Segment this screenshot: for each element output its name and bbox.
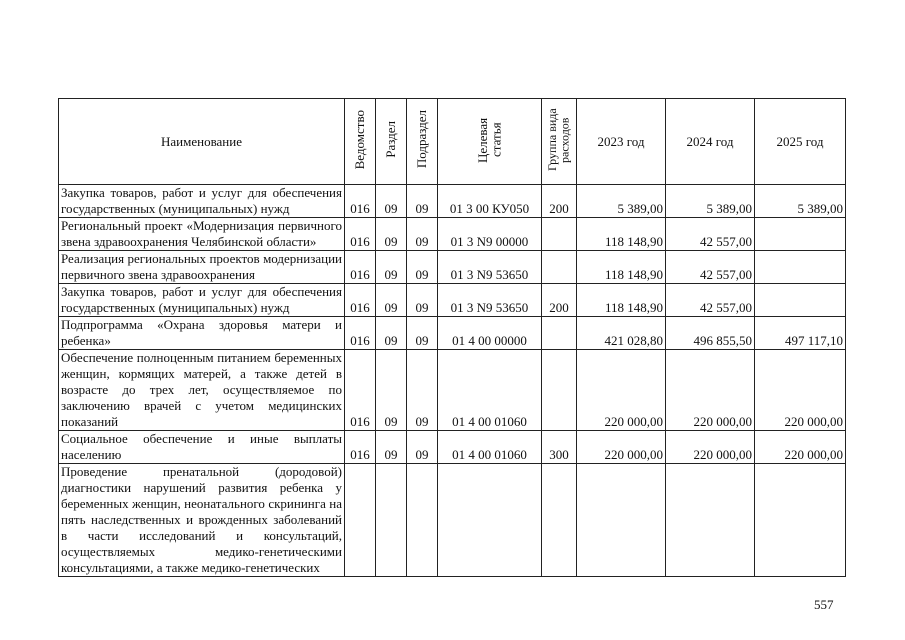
header-celevaya: Целевая статья: [438, 99, 542, 185]
cell-podrazdel: 09: [407, 185, 438, 218]
cell-gruppa: 200: [542, 284, 577, 317]
cell-podrazdel: 09: [407, 251, 438, 284]
cell-razdel: 09: [376, 317, 407, 350]
table-row: [59, 251, 846, 284]
cell-celevaya: [438, 464, 542, 577]
cell-2024: [666, 464, 755, 577]
cell-2025: 220 000,00: [755, 350, 846, 431]
cell-celevaya: 01 3 N9 53650: [438, 251, 542, 284]
cell-2023: 421 028,80: [577, 317, 666, 350]
row-name: Закупка товаров, работ и услуг для обеспечения государственных (муниципальных) нужд: [59, 284, 345, 317]
cell-2024: 220 000,00: [666, 350, 755, 431]
row-name: Региональный проект «Модернизация первичного звена здравоохранения Челябинской области»: [59, 218, 345, 251]
row-name: Закупка товаров, работ и услуг для обеспечения государственных (муниципальных) нужд: [59, 185, 345, 218]
cell-podrazdel: [407, 464, 438, 577]
cell-vedomstvo: 016: [345, 317, 376, 350]
header-podrazdel: Подраздел: [407, 99, 438, 185]
cell-podrazdel: 09: [407, 431, 438, 464]
table-row: [59, 218, 846, 251]
cell-razdel: 09: [376, 431, 407, 464]
cell-2023: 220 000,00: [577, 350, 666, 431]
cell-celevaya: 01 4 00 01060: [438, 350, 542, 431]
row-name: Проведение пренатальной (дородовой) диагностики нарушений развития ребенка у беременных женщин, неонатального скрининга на пять наследственных и врожденных заболеваний в части исследований и консультаций, осуществляемых медико-генетическими консультациями, а также медико-генетических: [59, 464, 345, 577]
cell-celevaya: 01 3 N9 00000: [438, 218, 542, 251]
page-number: 557: [814, 597, 834, 612]
cell-2025: [755, 251, 846, 284]
header-gruppa: Группа вида расходов: [542, 99, 577, 185]
row-name: Реализация региональных проектов модернизации первичного звена здравоохранения: [59, 251, 345, 284]
cell-vedomstvo: 016: [345, 218, 376, 251]
table-row: [59, 464, 846, 577]
cell-2024: 496 855,50: [666, 317, 755, 350]
table-row: [59, 431, 846, 464]
cell-razdel: 09: [376, 251, 407, 284]
cell-celevaya: 01 4 00 01060: [438, 431, 542, 464]
budget-table: [58, 98, 846, 577]
cell-2023: 5 389,00: [577, 185, 666, 218]
row-name: Социальное обеспечение и иные выплаты населению: [59, 431, 345, 464]
cell-2025: 5 389,00: [755, 185, 846, 218]
cell-2024: 5 389,00: [666, 185, 755, 218]
header-2023: 2023 год: [577, 99, 666, 185]
table-row: [59, 317, 846, 350]
cell-2025: 220 000,00: [755, 431, 846, 464]
table-header-row: [59, 99, 846, 185]
cell-2024: 42 557,00: [666, 251, 755, 284]
cell-gruppa: [542, 218, 577, 251]
cell-gruppa: [542, 317, 577, 350]
cell-gruppa: 300: [542, 431, 577, 464]
cell-razdel: 09: [376, 350, 407, 431]
cell-2023: 220 000,00: [577, 431, 666, 464]
cell-razdel: [376, 464, 407, 577]
header-razdel: Раздел: [376, 99, 407, 185]
cell-vedomstvo: 016: [345, 185, 376, 218]
table-row: [59, 284, 846, 317]
cell-vedomstvo: 016: [345, 350, 376, 431]
header-name: Наименование: [59, 99, 345, 185]
header-2024: 2024 год: [666, 99, 755, 185]
cell-podrazdel: 09: [407, 218, 438, 251]
cell-razdel: 09: [376, 218, 407, 251]
cell-celevaya: 01 4 00 00000: [438, 317, 542, 350]
cell-2023: 118 148,90: [577, 251, 666, 284]
cell-vedomstvo: 016: [345, 431, 376, 464]
cell-2025: 497 117,10: [755, 317, 846, 350]
cell-2023: 118 148,90: [577, 284, 666, 317]
cell-razdel: 09: [376, 185, 407, 218]
cell-gruppa: [542, 350, 577, 431]
cell-vedomstvo: 016: [345, 251, 376, 284]
cell-2024: 42 557,00: [666, 284, 755, 317]
cell-podrazdel: 09: [407, 350, 438, 431]
cell-razdel: 09: [376, 284, 407, 317]
cell-gruppa: 200: [542, 185, 577, 218]
row-name: Обеспечение полноценным питанием беременных женщин, кормящих матерей, а также детей в возрасте до трех лет, осуществляемое по заключению врачей с учетом медицинских показаний: [59, 350, 345, 431]
cell-2025: [755, 218, 846, 251]
cell-2025: [755, 284, 846, 317]
cell-gruppa: [542, 464, 577, 577]
cell-celevaya: 01 3 N9 53650: [438, 284, 542, 317]
cell-2023: [577, 464, 666, 577]
table-row: [59, 350, 846, 431]
table-row: [59, 185, 846, 218]
header-2025: 2025 год: [755, 99, 846, 185]
cell-2024: 42 557,00: [666, 218, 755, 251]
cell-podrazdel: 09: [407, 284, 438, 317]
cell-2024: 220 000,00: [666, 431, 755, 464]
cell-gruppa: [542, 251, 577, 284]
cell-2025: [755, 464, 846, 577]
cell-2023: 118 148,90: [577, 218, 666, 251]
cell-vedomstvo: [345, 464, 376, 577]
header-vedomstvo: Ведомство: [345, 99, 376, 185]
row-name: Подпрограмма «Охрана здоровья матери и ребенка»: [59, 317, 345, 350]
cell-celevaya: 01 3 00 КУ050: [438, 185, 542, 218]
cell-podrazdel: 09: [407, 317, 438, 350]
cell-vedomstvo: 016: [345, 284, 376, 317]
